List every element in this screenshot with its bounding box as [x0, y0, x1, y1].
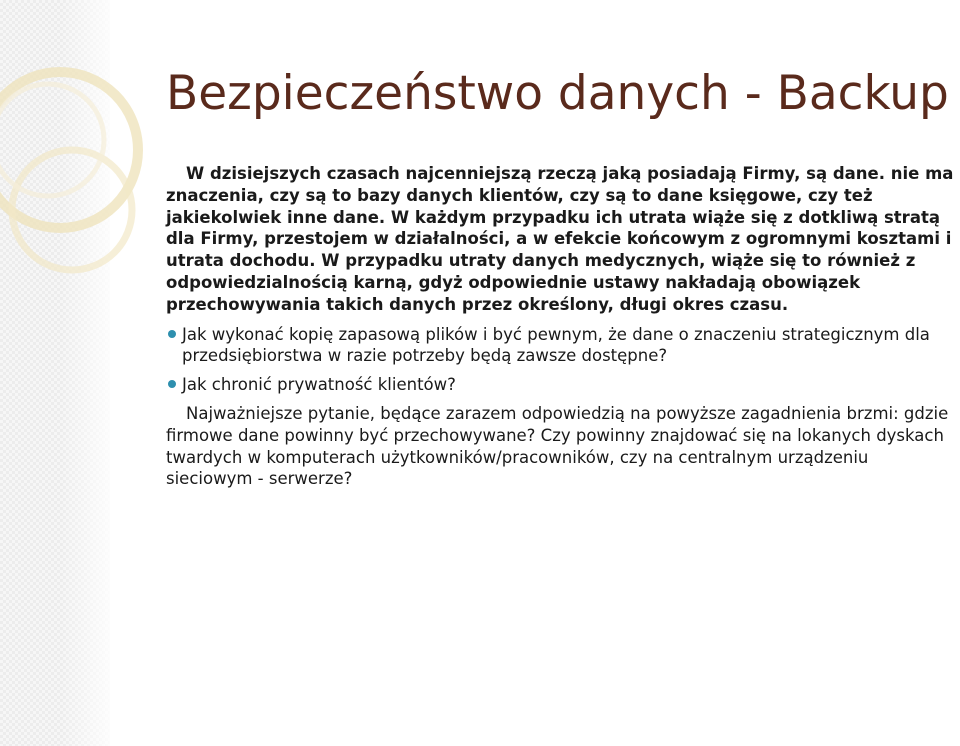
- slide-body: [166, 163, 958, 490]
- bullet-dot-icon: [168, 330, 176, 338]
- bullet-text: Jak chronić prywatność klientów?: [182, 375, 456, 395]
- bullet-text: Jak wykonać kopię zapasową plików i być pewnym, że dane o znaczeniu strategicznym dla przedsiębiorstwa w razie potrzeby będą zawsze dostępne?: [182, 324, 930, 366]
- closing-paragraph: Najważniejsze pytanie, będące zarazem odpowiedzią na powyższe zagadnienia brzmi: gdzie firmowe dane powinny być przechowywane? Czy powinny znajdować się na lokanych dyskach twardych w komputerach użytkowników/pracowników, czy na centralnym urządzeniu sieciowym - serwerze?: [166, 403, 949, 489]
- intro-paragraph: W dzisiejszych czasach najcenniejszą rzeczą jaką posiadają Firmy, są dane. nie ma znaczenia, czy są to bazy danych klientów, czy są to dane księgowe, czy też jakiekolwiek inne dane. W każdym przypadku ich utrata wiąże się z dotkliwą stratą dla Firmy, przestojem w działalności, a w efekcie końcowym z ogromnymi kosztami i utrata dochodu. W przypadku utraty danych medycznych, wiąże się to również z odpowiedzialnością karną, gdyż odpowiednie ustawy nakładają obowiązek przechowywania takich danych przez określony, długi okres czasu.: [166, 164, 954, 314]
- bullet-dot-icon: [168, 380, 176, 388]
- gold-rings-decoration: [0, 20, 160, 280]
- slide-title: Bezpieczeństwo danych - Backup: [166, 66, 949, 121]
- bullet-list: [166, 324, 958, 396]
- bullet-item: [166, 374, 958, 396]
- bullet-item: [166, 324, 958, 368]
